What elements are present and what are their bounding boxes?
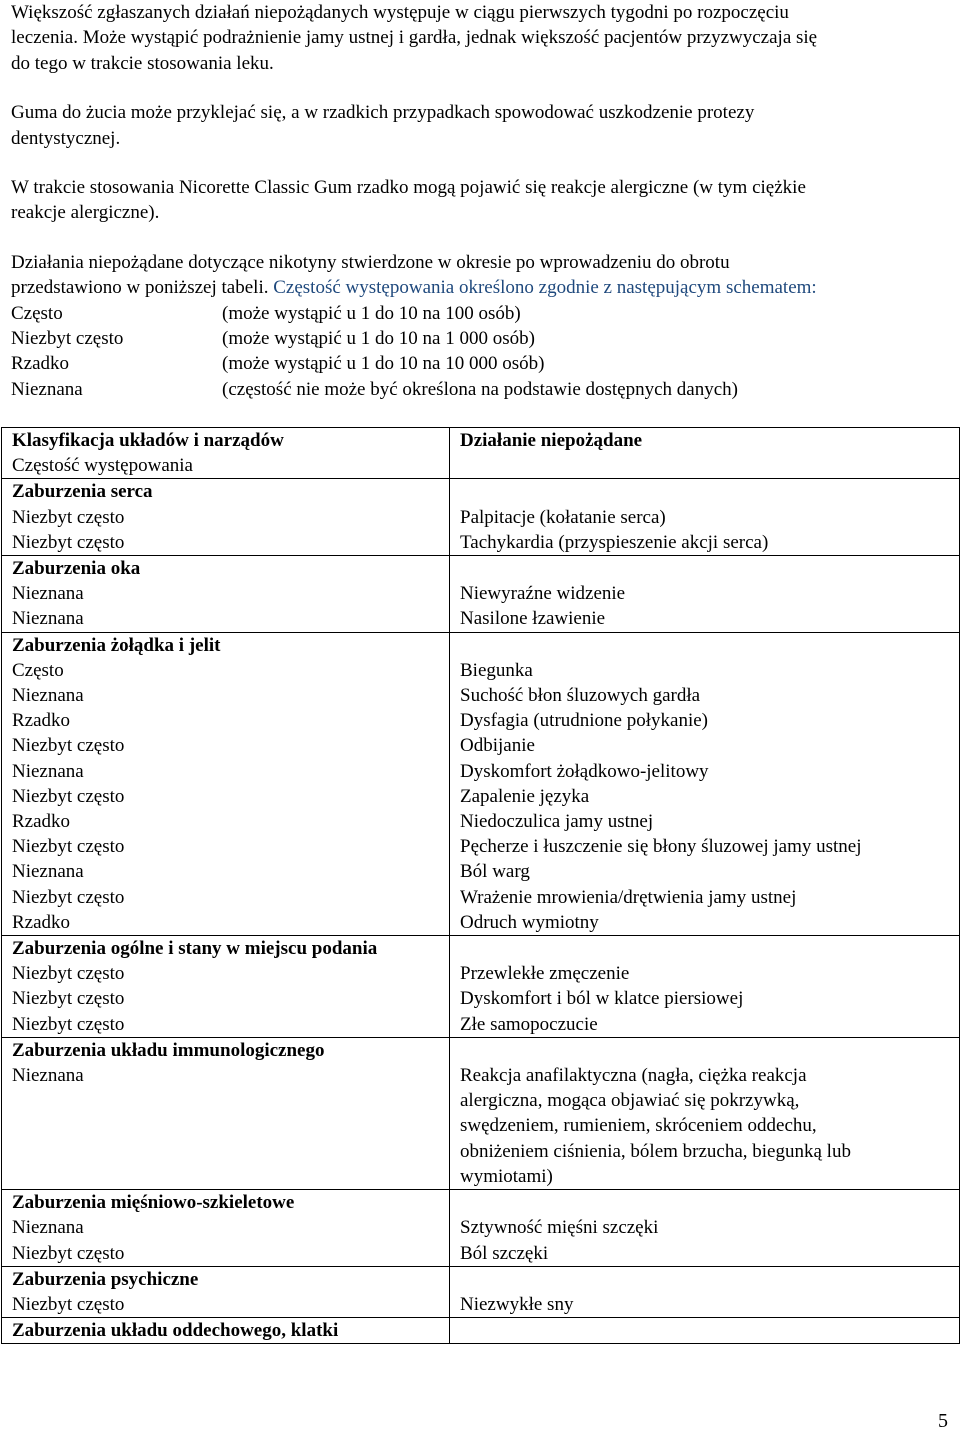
table-row — [2, 936, 960, 1038]
frequency-value: Nieznana — [12, 861, 84, 883]
adverse-effect: Dysfagia (utrudnione połykanie) — [460, 710, 708, 732]
adverse-effect: Dyskomfort żołądkowo-jelitowy — [460, 760, 709, 782]
frequency-value: Nieznana — [12, 608, 84, 630]
effect-cell — [450, 479, 960, 556]
frequency-value: Rzadko — [12, 811, 71, 833]
header-cell-effect: Działanie niepożądane — [450, 428, 960, 479]
adverse-effect: Palpitacje (kołatanie serca) — [460, 506, 666, 528]
adverse-effect: Tachykardia (przyspieszenie akcji serca) — [460, 531, 769, 553]
adverse-effect: Niedoczulica jamy ustnej — [460, 811, 654, 833]
frequency-value: Rzadko — [12, 710, 71, 732]
adverse-effect: Biegunka — [460, 659, 533, 681]
adverse-effect: Przewlekłe zmęczenie — [460, 963, 630, 985]
table-row — [2, 556, 960, 633]
adverse-effect: wymiotami) — [460, 1165, 553, 1187]
adverse-effect: alergiczna, mogąca objawiać się pokrzywką, — [460, 1090, 800, 1112]
section-title: Zaburzenia psychiczne — [12, 1268, 199, 1290]
frequency-scale-row: Niezbyt często (może wystąpić u 1 do 10 na 1 000 osób) — [11, 328, 535, 350]
adverse-effect: Niewyraźne widzenie — [460, 583, 626, 605]
table-row — [2, 1266, 960, 1317]
table-row — [2, 479, 960, 556]
frequency-scale-row: Nieznana (częstość nie może być określona na podstawie dostępnych danych) — [11, 378, 738, 400]
adverse-effect: Wrażenie mrowienia/drętwienia jamy ustnej — [460, 886, 797, 908]
frequency-value: Niezbyt często — [12, 735, 125, 757]
section-title: Zaburzenia oka — [12, 558, 141, 580]
adverse-effect: Dyskomfort i ból w klatce piersiowej — [460, 988, 744, 1010]
section-title: Zaburzenia układu oddechowego, klatki — [12, 1320, 339, 1342]
classification-cell — [2, 1037, 450, 1189]
table-header-row — [2, 428, 960, 479]
effect-cell — [450, 632, 960, 935]
table-row — [2, 1037, 960, 1189]
adverse-effect: Pęcherze i łuszczenie się błony śluzowej jamy ustnej — [460, 836, 862, 858]
section-title: Zaburzenia ogólne i stany w miejscu podania — [12, 938, 378, 960]
frequency-value: Nieznana — [12, 1217, 84, 1239]
classification-cell — [2, 632, 450, 935]
effect-cell — [450, 1266, 960, 1317]
frequency-value: Nieznana — [12, 583, 84, 605]
effect-cell — [450, 556, 960, 633]
frequency-value: Niezbyt często — [12, 785, 125, 807]
classification-cell — [2, 936, 450, 1038]
adverse-effect: Odbijanie — [460, 735, 535, 757]
frequency-value: Nieznana — [12, 1065, 84, 1087]
adverse-effect: Ból szczęki — [460, 1242, 549, 1264]
frequency-value: Niezbyt często — [12, 963, 125, 985]
table-row — [2, 1318, 960, 1344]
adverse-effect: Nasilone łzawienie — [460, 608, 606, 630]
adverse-effect: Złe samopoczucie — [460, 1013, 598, 1035]
classification-cell — [2, 556, 450, 633]
frequency-scale-row: Często (może wystąpić u 1 do 10 na 100 osób) — [11, 302, 521, 324]
classification-cell — [2, 1318, 450, 1344]
effect-cell — [450, 1318, 960, 1344]
classification-cell — [2, 479, 450, 556]
frequency-value: Często — [12, 659, 64, 681]
classification-cell — [2, 1190, 450, 1267]
adverse-effect: Sztywność mięśni szczęki — [460, 1217, 659, 1239]
effect-cell — [450, 1037, 960, 1189]
adverse-effect: Ból warg — [460, 861, 530, 883]
adverse-effect: Suchość błon śluzowych gardła — [460, 685, 701, 707]
frequency-value: Niezbyt często — [12, 1013, 125, 1035]
adverse-effect: swędzeniem, rumieniem, skróceniem oddechu, — [460, 1115, 817, 1137]
frequency-value: Niezbyt często — [12, 506, 125, 528]
table-row — [2, 632, 960, 935]
section-title: Zaburzenia układu immunologicznego — [12, 1039, 325, 1061]
allergy-paragraph: W trakcie stosowania Nicorette Classic Gum rzadko mogą pojawić się reakcje alergiczne (w tym ciężkie reakcje alergiczne). — [11, 177, 806, 224]
effect-cell — [450, 936, 960, 1038]
frequency-value: Niezbyt często — [12, 1242, 125, 1264]
page-number: 5 — [938, 1410, 948, 1432]
table-row — [2, 1190, 960, 1267]
effect-cell — [450, 1190, 960, 1267]
frequency-value: Niezbyt często — [12, 531, 125, 553]
adverse-effect: Niezwykłe sny — [460, 1293, 574, 1315]
intro-paragraph: Większość zgłaszanych działań niepożądanych występuje w ciągu pierwszych tygodni po rozpoczęciu leczenia. Może wystąpić podrażnienie jamy ustnej i gardła, jednak większość pacjentów przyzwyczaja się do tego w trakcie stosowania leku. — [11, 2, 818, 74]
frequency-scale — [11, 301, 946, 403]
frequency-value: Niezbyt często — [12, 886, 125, 908]
frequency-value: Nieznana — [12, 685, 84, 707]
adverse-effect: Zapalenie języka — [460, 785, 590, 807]
frequency-value: Rzadko — [12, 911, 71, 933]
header-cell-classification: Klasyfikacja układów i narządów Częstość występowania — [2, 428, 450, 479]
adverse-effects-table — [1, 427, 960, 1344]
nicotine-effects-paragraph: Działania niepożądane dotyczące nikotyny stwierdzone w okresie po wprowadzeniu do obrotu przedstawiono w poniższej tabeli. Częstość występowania określono zgodnie z następującym schematem: — [11, 251, 817, 299]
frequency-value: Niezbyt często — [12, 988, 125, 1010]
classification-cell — [2, 1266, 450, 1317]
document-page — [11, 0, 946, 402]
section-title: Zaburzenia mięśniowo-szkieletowe — [12, 1192, 295, 1214]
chewing-gum-paragraph: Guma do żucia może przyklejać się, a w rzadkich przypadkach spowodować uszkodzenie protezy dentystycznej. — [11, 102, 755, 149]
section-title: Zaburzenia serca — [12, 481, 153, 503]
frequency-value: Nieznana — [12, 760, 84, 782]
adverse-effect: Odruch wymiotny — [460, 911, 599, 933]
frequency-value: Niezbyt często — [12, 1293, 125, 1315]
adverse-effect: Reakcja anafilaktyczna (nagła, ciężka reakcja — [460, 1065, 807, 1087]
frequency-scale-row: Rzadko (może wystąpić u 1 do 10 na 10 000 osób) — [11, 353, 545, 375]
section-title: Zaburzenia żołądka i jelit — [12, 634, 221, 656]
adverse-effect: obniżeniem ciśnienia, bólem brzucha, biegunką lub — [460, 1140, 851, 1162]
frequency-value: Niezbyt często — [12, 836, 125, 858]
